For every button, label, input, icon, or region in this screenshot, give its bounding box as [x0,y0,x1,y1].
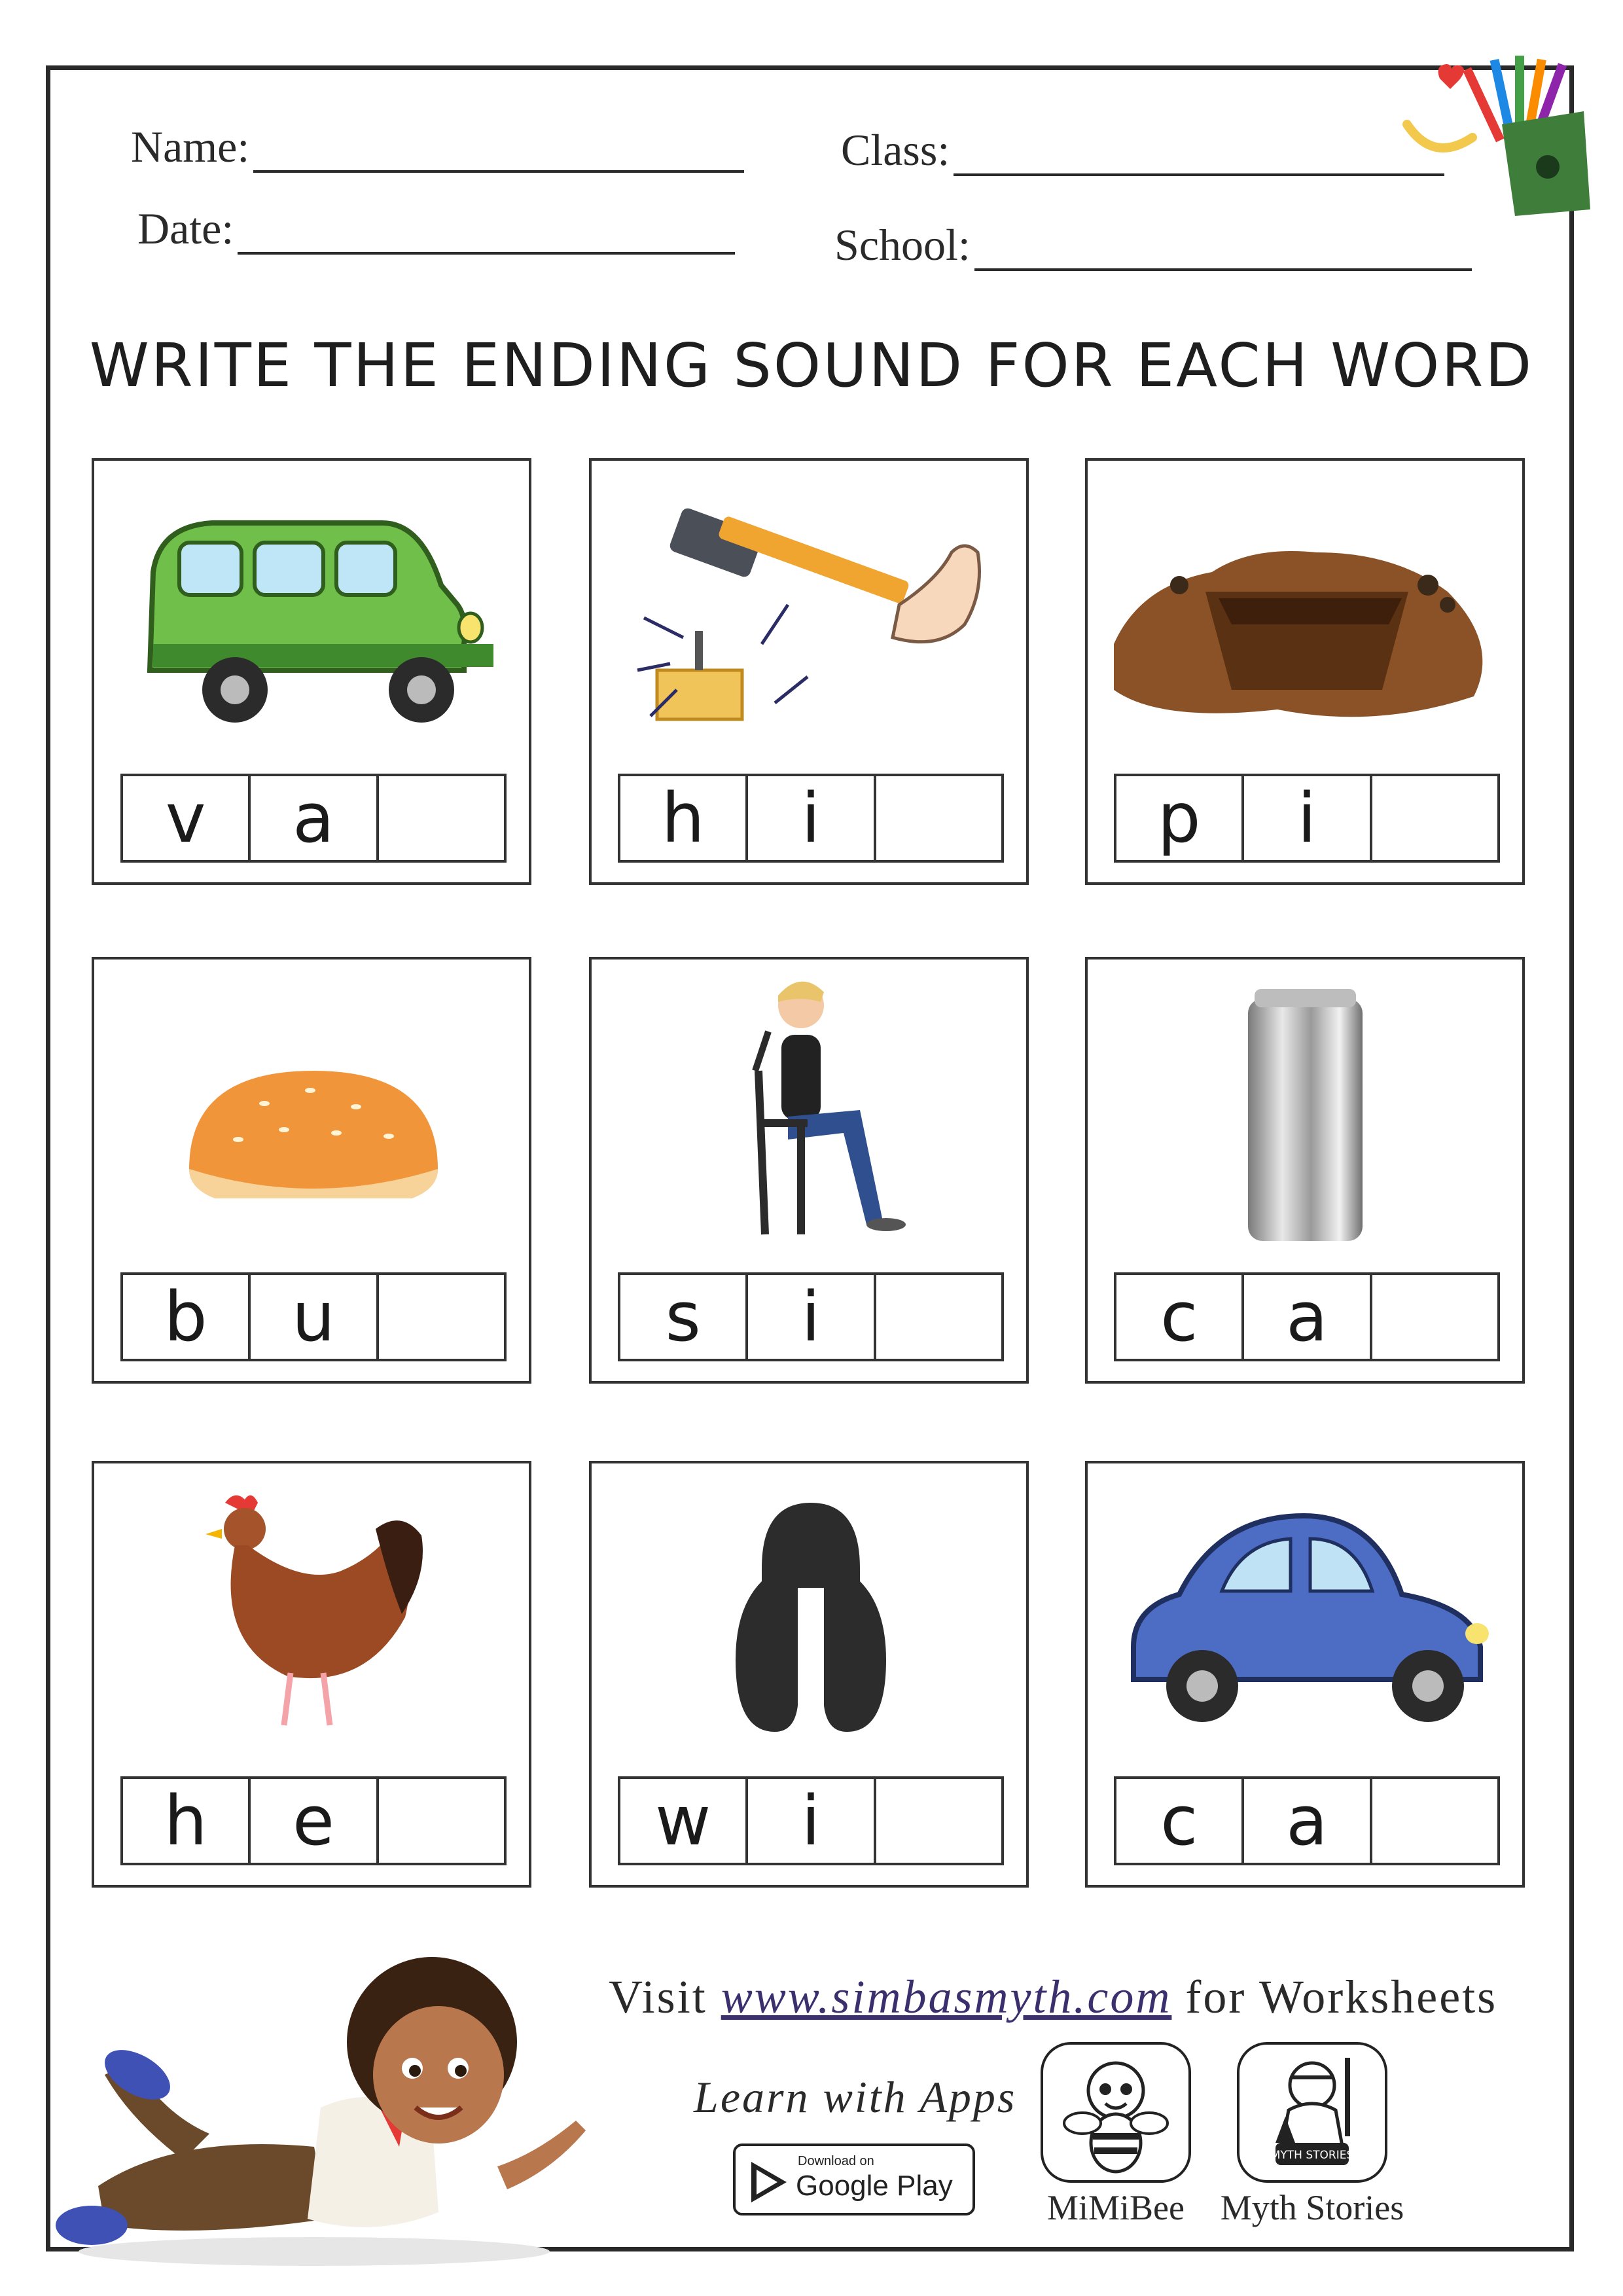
letter-boxes [120,774,507,863]
class-label: Class: [841,125,950,175]
myth-badge-text: MYTH STORIES [1270,2149,1354,2162]
letter-box: i [748,1779,876,1863]
google-play-button[interactable] [733,2144,975,2215]
knight-icon [1240,2045,1385,2180]
boy-illustration [39,1911,615,2278]
class-field[interactable] [841,124,1444,176]
letter-box: i [748,776,876,860]
bee-icon [1043,2045,1188,2180]
letter-box: c [1116,1275,1244,1359]
mimibee-label: MiMiBee [1047,2188,1185,2227]
store-big-text: Google Play [796,2170,953,2202]
letter-box: a [251,776,378,860]
letter-box: s [620,1275,748,1359]
letter-boxes [1114,1272,1500,1361]
class-line[interactable] [954,137,1444,176]
letter-box: v [123,776,251,860]
worksheet-title: WRITE THE ENDING SOUND FOR EACH WORD [89,331,1534,401]
learn-with-apps: Learn with Apps [694,2072,1017,2122]
letter-boxes [1114,1776,1500,1865]
word-card-hen [92,1461,531,1888]
school-line[interactable] [974,232,1472,271]
date-label: Date: [137,204,234,253]
letter-box: w [620,1779,748,1863]
answer-box[interactable] [1372,776,1497,860]
letter-box: e [251,1779,378,1863]
wig-icon [611,1477,1007,1751]
mimibee-app-icon[interactable] [1041,2042,1191,2183]
letter-box: i [1244,776,1372,860]
letter-boxes [618,1272,1004,1361]
word-card-can [1085,957,1525,1384]
can-icon [1107,973,1503,1247]
word-card-hit [589,458,1029,885]
visit-suffix: for Worksheets [1185,1971,1498,2023]
name-line[interactable] [253,134,744,173]
name-label: Name: [131,122,250,171]
letter-boxes [618,774,1004,863]
answer-box[interactable] [1372,1275,1497,1359]
play-store-icon [747,2159,791,2205]
word-card-bun [92,957,531,1384]
word-card-pit [1085,458,1525,885]
website-link[interactable]: www.simbasmyth.com [721,1971,1172,2023]
visit-prefix: Visit [609,1971,707,2023]
answer-box[interactable] [876,776,1001,860]
hammer-icon [611,474,1007,749]
date-line[interactable] [238,215,735,255]
visit-line [609,1970,1497,2024]
answer-box[interactable] [876,1779,1001,1863]
answer-box[interactable] [379,1275,504,1359]
letter-box: u [251,1275,378,1359]
letter-box: a [1244,1779,1372,1863]
letter-box: p [1116,776,1244,860]
date-field[interactable] [137,203,735,255]
word-card-wig [589,1461,1029,1888]
letter-box: h [620,776,748,860]
letter-boxes [120,1776,507,1865]
pit-icon [1107,474,1503,749]
myth-stories-app-icon[interactable] [1237,2042,1387,2183]
word-card-car [1085,1461,1525,1888]
word-card-van [92,458,531,885]
answer-box[interactable] [1372,1779,1497,1863]
letter-box: h [123,1779,251,1863]
car-icon [1107,1477,1503,1751]
letter-box: c [1116,1779,1244,1863]
name-field[interactable] [131,121,744,173]
letter-box: i [748,1275,876,1359]
sitting-man-icon [611,973,1007,1247]
hen-icon [114,1477,509,1751]
letter-box: b [123,1275,251,1359]
school-label: School: [834,220,971,270]
school-field[interactable] [834,219,1472,271]
letter-boxes [120,1272,507,1361]
letter-boxes [1114,774,1500,863]
answer-box[interactable] [876,1275,1001,1359]
bun-icon [114,973,509,1247]
answer-box[interactable] [379,1779,504,1863]
word-card-sit [589,957,1029,1384]
van-icon [114,474,509,749]
myth-stories-label: Myth Stories [1220,2188,1404,2227]
letter-box: a [1244,1275,1372,1359]
answer-box[interactable] [379,776,504,860]
letter-boxes [618,1776,1004,1865]
store-small-text: Download on [798,2154,874,2168]
